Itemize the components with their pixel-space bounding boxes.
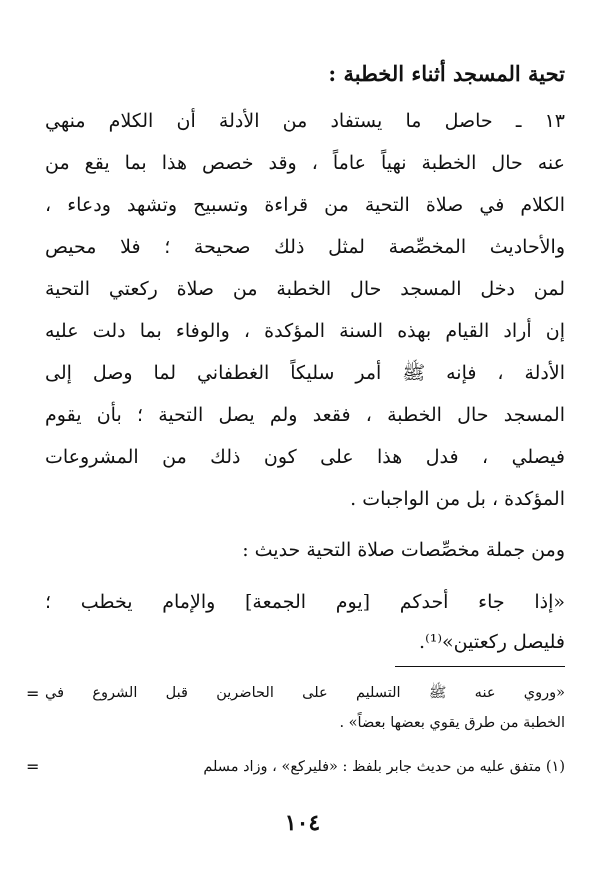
paragraph-line: الكلام في صلاة التحية من قراءة وتسبيح وتشهد ودعاء ، — [45, 194, 565, 216]
paragraph-line: عنه حال الخطبة نهياً عاماً ، وقد خصص هذا بما يقع من — [45, 152, 565, 174]
footnote-continues-marker: = — [26, 757, 40, 776]
second-paragraph: ومن جملة مخصِّصات صلاة التحية حديث : — [242, 539, 565, 561]
paragraph-line: إن أراد القيام بهذه السنة المؤكدة ، والوفاء بما دلت عليه — [45, 320, 565, 342]
footnote-1: (١) متفق عليه من حديث جابر بلفظ : «فليركع» ، وزاد مسلم — [203, 759, 565, 775]
footnote-continued-line: الخطبة من طرق يقوي بعضها بعضاً» . — [339, 715, 565, 731]
paragraph-line: لمن دخل المسجد حال الخطبة من صلاة ركعتي التحية — [45, 278, 565, 300]
paragraph-line: فيصلي ، فدل هذا على كون ذلك من المشروعات — [45, 446, 565, 468]
page-number: ١٠٤ — [284, 810, 321, 836]
footnote-continued-line: «وروي عنه ﷺ التسليم على الحاضرين قبل الشروع في — [45, 685, 565, 701]
paragraph-line: ١٣ ـ حاصل ما يستفاد من الأدلة أن الكلام منهي — [45, 110, 565, 132]
paragraph-line: والأحاديث المخصِّصة لمثل ذلك صحيحة ؛ فلا محيص — [45, 236, 565, 258]
paragraph-line: المؤكدة ، بل من الواجبات . — [350, 488, 565, 510]
paragraph-line: الأدلة ، فإنه ﷺ أمر سليكاً الغطفاني لما وصل إلى — [45, 362, 565, 384]
hadith-quote-line: فليصل ركعتين»⁽¹⁾. — [419, 631, 565, 653]
section-heading: تحية المسجد أثناء الخطبة : — [328, 61, 565, 86]
paragraph-line: المسجد حال الخطبة ، فقعد ولم يصل التحية ؛ بأن يقوم — [45, 404, 565, 426]
footnote-continuation-marker: = — [26, 684, 40, 703]
main-paragraph — [45, 100, 565, 520]
footnote-separator — [395, 666, 565, 667]
hadith-quote-line: «إذا جاء أحدكم [يوم الجمعة] والإمام يخطب ؛ — [45, 591, 565, 613]
